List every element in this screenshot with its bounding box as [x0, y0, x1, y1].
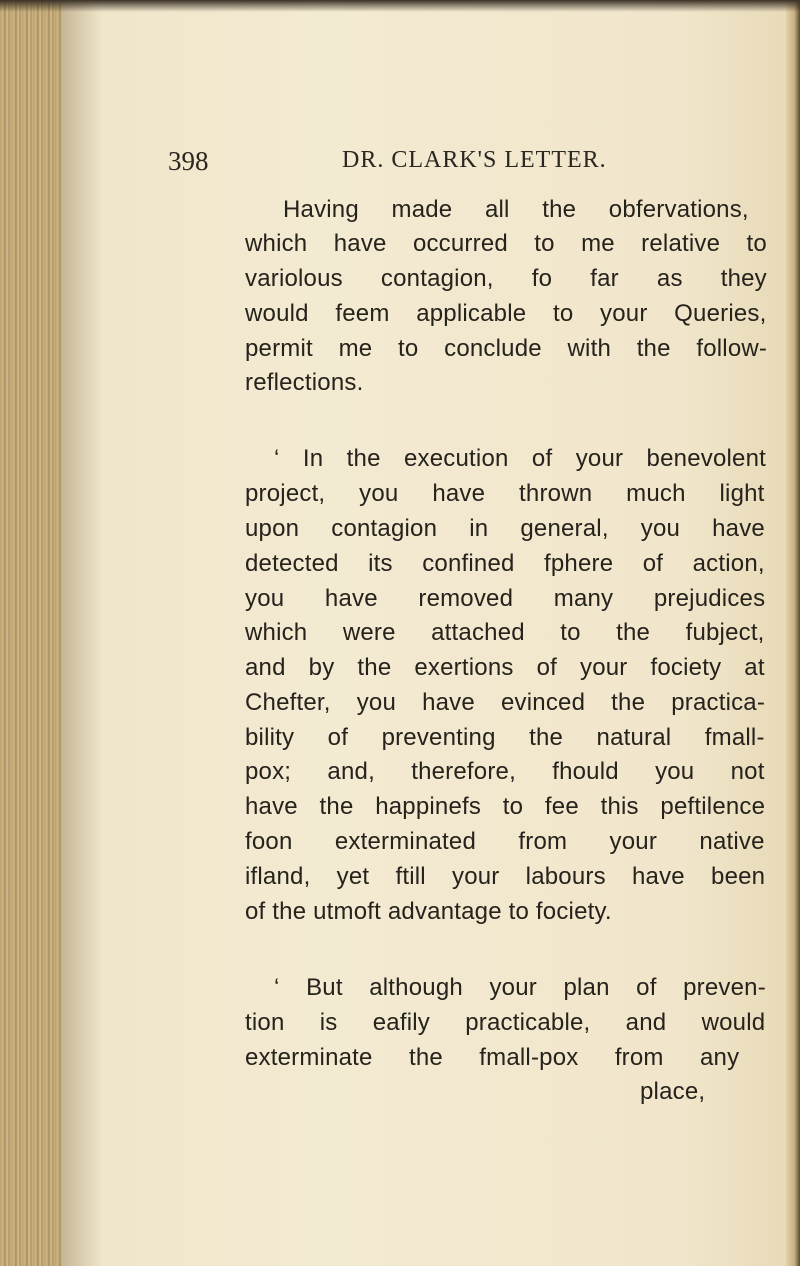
running-head: DR. CLARK'S LETTER. — [342, 147, 607, 173]
text-line: which have occurred to me relative to — [245, 230, 767, 257]
text-line: permit me to conclude with the follow- — [245, 335, 768, 362]
text-line: variolous contagion, fo far as they — [245, 265, 767, 292]
catchword: place, — [640, 1078, 706, 1105]
text-line: ‘ In the execution of your benevolent — [274, 445, 766, 472]
text-line: have the happinefs to fee this peftilence — [245, 793, 766, 820]
text-line: of the utmoft advantage to fociety. — [245, 898, 612, 925]
text-line: Chefter, you have evinced the practica- — [245, 689, 766, 716]
text-line: you have removed many prejudices — [245, 585, 766, 612]
text-line: ‘ But although your plan of preven- — [274, 974, 766, 1001]
text-line: reflections. — [245, 369, 364, 396]
text-line: project, you have thrown much light — [245, 480, 765, 507]
text-line: which were attached to the fubject, — [245, 619, 765, 646]
text-line: exterminate the fmall-pox from any — [245, 1044, 740, 1071]
page-number: 398 — [168, 146, 209, 176]
text-line: bility of preventing the natural fmall- — [245, 724, 765, 751]
text-line: Having made all the obfervations, — [283, 196, 749, 223]
text-line: ifland, yet ftill your labours have been — [245, 863, 766, 890]
text-line: pox; and, therefore, fhould you not — [245, 758, 765, 785]
text-line: tion is eafily practicable, and would — [245, 1009, 766, 1036]
text-line: and by the exertions of your fociety at — [245, 654, 765, 681]
text-line: detected its confined fphere of action, — [245, 550, 765, 577]
text-line: foon exterminated from your native — [245, 828, 765, 855]
text-line: would feem applicable to your Queries, — [245, 300, 767, 327]
text-line: upon contagion in general, you have — [245, 515, 765, 542]
